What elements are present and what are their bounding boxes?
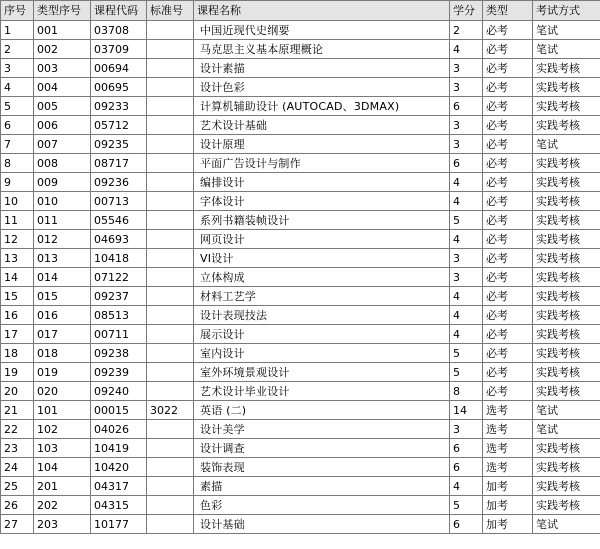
cell-course-name: 设计素描 — [194, 59, 450, 78]
header-index: 序号 — [1, 1, 34, 21]
cell-index: 25 — [1, 477, 34, 496]
table-row — [1, 135, 600, 154]
cell-standard-number — [147, 496, 194, 515]
table-row — [1, 40, 600, 59]
cell-credits: 4 — [450, 325, 483, 344]
cell-credits: 3 — [450, 135, 483, 154]
cell-type-index: 004 — [34, 78, 91, 97]
table-row — [1, 154, 600, 173]
cell-exam-method: 实践考核 — [533, 78, 600, 97]
cell-credits: 4 — [450, 40, 483, 59]
table-row — [1, 401, 600, 420]
cell-course-code: 07122 — [91, 268, 147, 287]
cell-exam-method: 实践考核 — [533, 59, 600, 78]
cell-course-code: 04026 — [91, 420, 147, 439]
cell-course-code: 09237 — [91, 287, 147, 306]
cell-credits: 5 — [450, 363, 483, 382]
cell-course-name: 设计美学 — [194, 420, 450, 439]
cell-type: 选考 — [483, 401, 533, 420]
cell-type-index: 101 — [34, 401, 91, 420]
table-row — [1, 363, 600, 382]
cell-type-index: 010 — [34, 192, 91, 211]
cell-exam-method: 实践考核 — [533, 363, 600, 382]
header-type: 类型 — [483, 1, 533, 21]
cell-index: 10 — [1, 192, 34, 211]
cell-exam-method: 实践考核 — [533, 116, 600, 135]
cell-credits: 14 — [450, 401, 483, 420]
cell-index: 15 — [1, 287, 34, 306]
cell-type-index: 007 — [34, 135, 91, 154]
cell-index: 21 — [1, 401, 34, 420]
header-course-name: 课程名称 — [194, 1, 450, 21]
header-exam-method: 考试方式 — [533, 1, 600, 21]
table-row — [1, 211, 600, 230]
cell-type: 必考 — [483, 192, 533, 211]
cell-course-code: 09233 — [91, 97, 147, 116]
cell-standard-number — [147, 325, 194, 344]
cell-exam-method: 实践考核 — [533, 173, 600, 192]
cell-standard-number — [147, 287, 194, 306]
cell-standard-number — [147, 211, 194, 230]
cell-type-index: 006 — [34, 116, 91, 135]
cell-credits: 6 — [450, 515, 483, 534]
cell-exam-method: 实践考核 — [533, 268, 600, 287]
header-course-code: 课程代码 — [91, 1, 147, 21]
cell-course-name: VI设计 — [194, 249, 450, 268]
table-row — [1, 458, 600, 477]
cell-standard-number — [147, 439, 194, 458]
table-row — [1, 249, 600, 268]
cell-course-code: 09238 — [91, 344, 147, 363]
table-row — [1, 325, 600, 344]
table-row — [1, 287, 600, 306]
cell-type-index: 014 — [34, 268, 91, 287]
table-row — [1, 420, 600, 439]
cell-standard-number — [147, 230, 194, 249]
cell-index: 2 — [1, 40, 34, 59]
table-row — [1, 192, 600, 211]
cell-standard-number — [147, 268, 194, 287]
cell-credits: 4 — [450, 230, 483, 249]
table-row — [1, 59, 600, 78]
cell-course-name: 网页设计 — [194, 230, 450, 249]
cell-standard-number — [147, 135, 194, 154]
cell-standard-number — [147, 477, 194, 496]
cell-exam-method: 实践考核 — [533, 154, 600, 173]
cell-type-index: 005 — [34, 97, 91, 116]
table-row — [1, 496, 600, 515]
cell-index: 12 — [1, 230, 34, 249]
cell-standard-number — [147, 420, 194, 439]
cell-index: 5 — [1, 97, 34, 116]
cell-exam-method: 实践考核 — [533, 211, 600, 230]
table-row — [1, 344, 600, 363]
cell-type: 必考 — [483, 268, 533, 287]
cell-course-name: 平面广告设计与制作 — [194, 154, 450, 173]
cell-course-code: 03708 — [91, 21, 147, 40]
cell-course-name: 马克思主义基本原理概论 — [194, 40, 450, 59]
cell-course-name: 设计基础 — [194, 515, 450, 534]
cell-type-index: 001 — [34, 21, 91, 40]
cell-type: 加考 — [483, 515, 533, 534]
cell-type: 必考 — [483, 211, 533, 230]
cell-type: 必考 — [483, 59, 533, 78]
cell-type-index: 017 — [34, 325, 91, 344]
cell-exam-method: 实践考核 — [533, 192, 600, 211]
cell-index: 24 — [1, 458, 34, 477]
cell-credits: 6 — [450, 154, 483, 173]
cell-type-index: 203 — [34, 515, 91, 534]
cell-type-index: 013 — [34, 249, 91, 268]
cell-type: 必考 — [483, 21, 533, 40]
cell-index: 17 — [1, 325, 34, 344]
cell-exam-method: 实践考核 — [533, 496, 600, 515]
cell-type: 必考 — [483, 363, 533, 382]
cell-type-index: 104 — [34, 458, 91, 477]
cell-type-index: 019 — [34, 363, 91, 382]
cell-course-code: 05712 — [91, 116, 147, 135]
cell-course-code: 09235 — [91, 135, 147, 154]
cell-exam-method: 笔试 — [533, 135, 600, 154]
cell-type: 加考 — [483, 496, 533, 515]
cell-course-name: 艺术设计毕业设计 — [194, 382, 450, 401]
table-body — [1, 21, 600, 534]
cell-exam-method: 笔试 — [533, 420, 600, 439]
cell-exam-method: 实践考核 — [533, 325, 600, 344]
cell-index: 3 — [1, 59, 34, 78]
cell-course-name: 色彩 — [194, 496, 450, 515]
cell-type-index: 009 — [34, 173, 91, 192]
cell-index: 9 — [1, 173, 34, 192]
cell-course-name: 中国近现代史纲要 — [194, 21, 450, 40]
cell-credits: 3 — [450, 78, 483, 97]
cell-course-code: 09236 — [91, 173, 147, 192]
cell-index: 4 — [1, 78, 34, 97]
cell-exam-method: 实践考核 — [533, 382, 600, 401]
cell-type: 必考 — [483, 230, 533, 249]
table-header-row — [1, 1, 600, 21]
cell-index: 27 — [1, 515, 34, 534]
cell-type: 必考 — [483, 97, 533, 116]
cell-type-index: 012 — [34, 230, 91, 249]
cell-standard-number — [147, 154, 194, 173]
cell-type-index: 008 — [34, 154, 91, 173]
cell-credits: 8 — [450, 382, 483, 401]
table-row — [1, 78, 600, 97]
cell-credits: 4 — [450, 173, 483, 192]
cell-credits: 3 — [450, 59, 483, 78]
cell-course-code: 04315 — [91, 496, 147, 515]
table-row — [1, 515, 600, 534]
cell-course-name: 艺术设计基础 — [194, 116, 450, 135]
cell-course-code: 10177 — [91, 515, 147, 534]
cell-index: 19 — [1, 363, 34, 382]
cell-standard-number — [147, 458, 194, 477]
table-row — [1, 382, 600, 401]
cell-standard-number — [147, 363, 194, 382]
cell-type-index: 015 — [34, 287, 91, 306]
table-row — [1, 21, 600, 40]
cell-type: 必考 — [483, 306, 533, 325]
cell-index: 6 — [1, 116, 34, 135]
cell-type: 必考 — [483, 154, 533, 173]
cell-credits: 5 — [450, 344, 483, 363]
cell-type-index: 003 — [34, 59, 91, 78]
cell-exam-method: 实践考核 — [533, 439, 600, 458]
cell-course-code: 00711 — [91, 325, 147, 344]
cell-exam-method: 实践考核 — [533, 344, 600, 363]
cell-course-name: 字体设计 — [194, 192, 450, 211]
cell-type: 必考 — [483, 325, 533, 344]
cell-standard-number: 3022 — [147, 401, 194, 420]
cell-standard-number — [147, 344, 194, 363]
cell-credits: 6 — [450, 97, 483, 116]
cell-type: 必考 — [483, 40, 533, 59]
cell-course-name: 设计表现技法 — [194, 306, 450, 325]
table-row — [1, 173, 600, 192]
cell-standard-number — [147, 192, 194, 211]
cell-standard-number — [147, 249, 194, 268]
cell-course-code: 04693 — [91, 230, 147, 249]
cell-index: 14 — [1, 268, 34, 287]
cell-exam-method: 笔试 — [533, 40, 600, 59]
cell-exam-method: 笔试 — [533, 515, 600, 534]
cell-credits: 4 — [450, 192, 483, 211]
cell-type: 必考 — [483, 116, 533, 135]
cell-course-code: 10418 — [91, 249, 147, 268]
cell-exam-method: 实践考核 — [533, 306, 600, 325]
cell-exam-method: 实践考核 — [533, 287, 600, 306]
cell-course-name: 室内设计 — [194, 344, 450, 363]
cell-course-code: 05546 — [91, 211, 147, 230]
cell-course-code: 00015 — [91, 401, 147, 420]
table-row — [1, 306, 600, 325]
cell-type: 必考 — [483, 78, 533, 97]
cell-index: 22 — [1, 420, 34, 439]
cell-credits: 3 — [450, 420, 483, 439]
cell-type: 选考 — [483, 458, 533, 477]
cell-type-index: 102 — [34, 420, 91, 439]
cell-credits: 5 — [450, 496, 483, 515]
cell-course-name: 设计原理 — [194, 135, 450, 154]
cell-standard-number — [147, 21, 194, 40]
cell-type: 选考 — [483, 420, 533, 439]
table-row — [1, 268, 600, 287]
cell-course-name: 室外环境景观设计 — [194, 363, 450, 382]
cell-index: 8 — [1, 154, 34, 173]
cell-type-index: 202 — [34, 496, 91, 515]
cell-type-index: 016 — [34, 306, 91, 325]
cell-credits: 3 — [450, 116, 483, 135]
cell-exam-method: 实践考核 — [533, 477, 600, 496]
cell-course-name: 材料工艺学 — [194, 287, 450, 306]
cell-standard-number — [147, 173, 194, 192]
cell-standard-number — [147, 78, 194, 97]
cell-credits: 3 — [450, 268, 483, 287]
cell-credits: 5 — [450, 211, 483, 230]
cell-exam-method: 笔试 — [533, 21, 600, 40]
cell-course-code: 00694 — [91, 59, 147, 78]
cell-type-index: 002 — [34, 40, 91, 59]
cell-type: 必考 — [483, 344, 533, 363]
cell-credits: 2 — [450, 21, 483, 40]
cell-type-index: 011 — [34, 211, 91, 230]
cell-credits: 6 — [450, 439, 483, 458]
header-standard-number: 标准号 — [147, 1, 194, 21]
cell-credits: 6 — [450, 458, 483, 477]
cell-course-name: 立体构成 — [194, 268, 450, 287]
cell-course-code: 08513 — [91, 306, 147, 325]
cell-course-code: 09240 — [91, 382, 147, 401]
table-row — [1, 97, 600, 116]
cell-course-code: 10420 — [91, 458, 147, 477]
cell-index: 7 — [1, 135, 34, 154]
cell-course-code: 04317 — [91, 477, 147, 496]
cell-standard-number — [147, 40, 194, 59]
cell-type-index: 103 — [34, 439, 91, 458]
cell-index: 16 — [1, 306, 34, 325]
cell-course-name: 系列书籍装帧设计 — [194, 211, 450, 230]
cell-credits: 4 — [450, 287, 483, 306]
cell-credits: 4 — [450, 306, 483, 325]
table-row — [1, 116, 600, 135]
cell-course-name: 计算机辅助设计 (AUTOCAD、3DMAX) — [194, 97, 450, 116]
cell-index: 20 — [1, 382, 34, 401]
cell-type-index: 201 — [34, 477, 91, 496]
cell-exam-method: 实践考核 — [533, 249, 600, 268]
cell-standard-number — [147, 59, 194, 78]
cell-exam-method: 实践考核 — [533, 97, 600, 116]
header-type-index: 类型序号 — [34, 1, 91, 21]
header-credits: 学分 — [450, 1, 483, 21]
cell-standard-number — [147, 306, 194, 325]
cell-index: 26 — [1, 496, 34, 515]
cell-standard-number — [147, 382, 194, 401]
cell-exam-method: 笔试 — [533, 401, 600, 420]
cell-type: 必考 — [483, 249, 533, 268]
cell-credits: 3 — [450, 249, 483, 268]
cell-course-name: 编排设计 — [194, 173, 450, 192]
cell-type-index: 018 — [34, 344, 91, 363]
cell-course-name: 英语 (二) — [194, 401, 450, 420]
cell-type: 必考 — [483, 382, 533, 401]
cell-course-code: 00695 — [91, 78, 147, 97]
cell-course-name: 展示设计 — [194, 325, 450, 344]
cell-course-name: 设计调查 — [194, 439, 450, 458]
cell-standard-number — [147, 515, 194, 534]
cell-type: 加考 — [483, 477, 533, 496]
cell-course-code: 09239 — [91, 363, 147, 382]
cell-index: 13 — [1, 249, 34, 268]
table-row — [1, 477, 600, 496]
cell-index: 23 — [1, 439, 34, 458]
cell-type-index: 020 — [34, 382, 91, 401]
cell-standard-number — [147, 97, 194, 116]
cell-index: 18 — [1, 344, 34, 363]
cell-type: 选考 — [483, 439, 533, 458]
cell-standard-number — [147, 116, 194, 135]
cell-index: 1 — [1, 21, 34, 40]
cell-type: 必考 — [483, 173, 533, 192]
cell-course-name: 素描 — [194, 477, 450, 496]
cell-course-code: 00713 — [91, 192, 147, 211]
cell-course-name: 装饰表现 — [194, 458, 450, 477]
cell-index: 11 — [1, 211, 34, 230]
cell-course-code: 08717 — [91, 154, 147, 173]
cell-type: 必考 — [483, 287, 533, 306]
table-row — [1, 230, 600, 249]
cell-course-code: 10419 — [91, 439, 147, 458]
cell-exam-method: 实践考核 — [533, 458, 600, 477]
cell-credits: 4 — [450, 477, 483, 496]
table-row — [1, 439, 600, 458]
cell-type: 必考 — [483, 135, 533, 154]
cell-exam-method: 实践考核 — [533, 230, 600, 249]
cell-course-code: 03709 — [91, 40, 147, 59]
cell-course-name: 设计色彩 — [194, 78, 450, 97]
